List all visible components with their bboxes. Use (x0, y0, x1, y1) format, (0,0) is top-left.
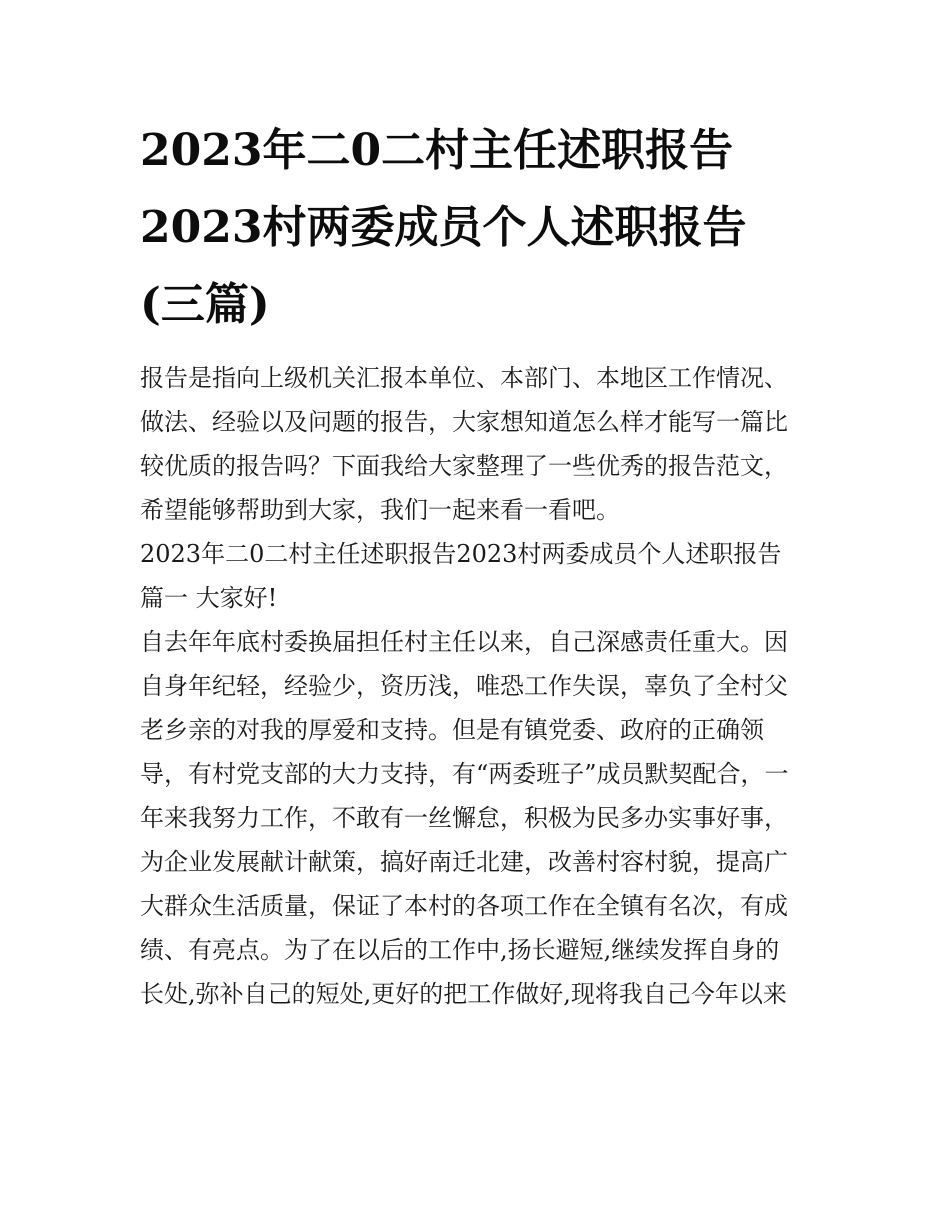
title-line: (三篇) (140, 279, 270, 330)
intro-paragraph (140, 356, 820, 532)
text-line: 2023年二0二村主任述职报告2023村两委成员个人述职报告 (140, 540, 782, 568)
text-line: 做法、经验以及问题的报告，大家想知道怎么样才能写一篇比 (140, 408, 788, 436)
text-line: 较优质的报告吗？下面我给大家整理了一些优秀的报告范文， (140, 452, 788, 480)
text-line: 导，有村党支部的大力支持，有“两委班子”成员默契配合，一 (140, 760, 789, 788)
title-line: 2023村两委成员个人述职报告 (140, 202, 747, 253)
text-line: 老乡亲的对我的厚爱和支持。但是有镇党委、政府的正确领 (140, 716, 764, 744)
section-subheading (140, 532, 820, 620)
text-line: 篇一 大家好! (140, 584, 278, 612)
text-line: 自去年年底村委换届担任村主任以来，自己深感责任重大。因 (140, 628, 788, 656)
document-body (140, 356, 820, 1016)
text-line: 报告是指向上级机关汇报本单位、本部门、本地区工作情况、 (140, 364, 788, 392)
text-line: 年来我努力工作，不敢有一丝懈怠，积极为民多办实事好事， (140, 804, 788, 832)
text-line: 希望能够帮助到大家，我们一起来看一看吧。 (140, 496, 620, 524)
text-line: 长处,弥补自己的短处,更好的把工作做好,现将我自己今年以来 (140, 980, 787, 1008)
title-line: 2023年二0二村主任述职报告 (140, 125, 734, 176)
body-paragraph (140, 620, 820, 1016)
text-line: 绩、有亮点。为了在以后的工作中,扬长避短,继续发挥自身的 (140, 936, 780, 964)
text-line: 自身年纪轻，经验少，资历浅，唯恐工作失误，辜负了全村父 (140, 672, 788, 700)
document-title (140, 112, 820, 343)
text-line: 大群众生活质量，保证了本村的各项工作在全镇有名次，有成 (140, 892, 788, 920)
text-line: 为企业发展献计献策，搞好南迁北建，改善村容村貌，提高广 (140, 848, 788, 876)
